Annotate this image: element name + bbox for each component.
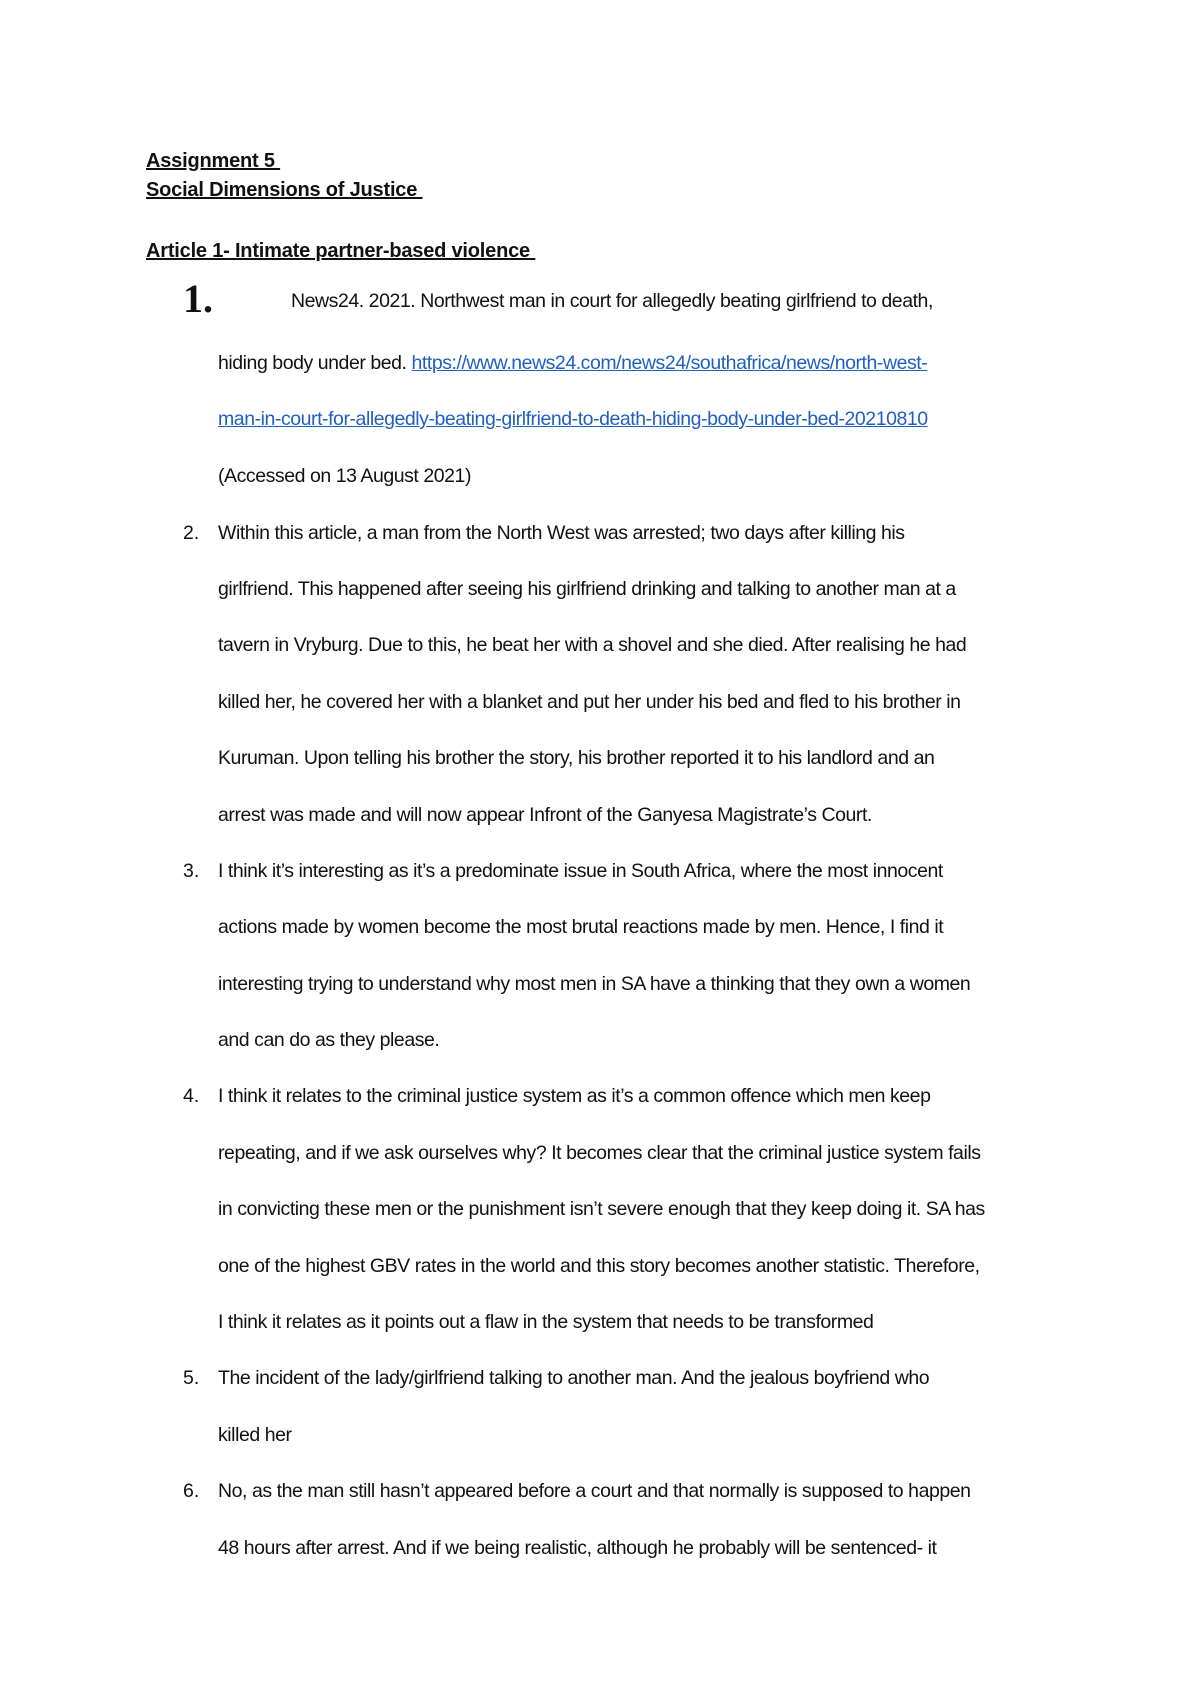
paragraph-line: interesting trying to understand why most men in SA have a thinking that they own a women <box>218 973 971 995</box>
paragraph-line: and can do as they please. <box>218 1029 440 1051</box>
citation-line-2 <box>218 352 927 375</box>
item-number-5: 5. <box>183 1367 200 1389</box>
paragraph-line: I think it relates to the criminal justice system as it’s a common offence which men keep <box>218 1085 931 1107</box>
paragraph-line: repeating, and if we ask ourselves why? It becomes clear that the criminal justice system fails <box>218 1142 981 1164</box>
paragraph-line: Kuruman. Upon telling his brother the story, his brother reported it to his landlord and an <box>218 747 935 769</box>
assignment-title: Assignment 5 <box>146 150 281 172</box>
paragraph-line: one of the highest GBV rates in the world and this story becomes another statistic. Therefore, <box>218 1255 980 1277</box>
paragraph-line: I think it relates as it points out a flaw in the system that needs to be transformed <box>218 1311 874 1333</box>
citation-line-3 <box>218 408 928 431</box>
paragraph-line: killed her, he covered her with a blanket and put her under his bed and fled to his brother in <box>218 691 961 713</box>
item-number-6: 6. <box>183 1480 200 1502</box>
article-link[interactable]: https://www.news24.com/news24/southafrica/news/north-west- <box>411 352 928 374</box>
citation-line: News24. 2021. Northwest man in court for allegedly beating girlfriend to death, <box>291 290 933 312</box>
paragraph-line: I think it’s interesting as it’s a predominate issue in South Africa, where the most innocent <box>218 860 943 882</box>
paragraph-line: tavern in Vryburg. Due to this, he beat her with a shovel and she died. After realising he had <box>218 634 967 656</box>
citation-text: hiding body under bed. <box>218 352 412 374</box>
paragraph-line: The incident of the lady/girlfriend talking to another man. And the jealous boyfriend who <box>218 1367 930 1389</box>
accessed-date: (Accessed on 13 August 2021) <box>218 465 471 487</box>
item-number-1: 1. <box>183 276 213 321</box>
item-number-3: 3. <box>183 860 200 882</box>
paragraph-line: arrest was made and will now appear Infront of the Ganyesa Magistrate’s Court. <box>218 804 872 826</box>
course-subtitle: Social Dimensions of Justice <box>146 179 423 201</box>
paragraph-line: in convicting these men or the punishment isn’t severe enough that they keep doing it. SA has <box>218 1198 985 1220</box>
item-number-4: 4. <box>183 1085 200 1107</box>
paragraph-line: Within this article, a man from the North West was arrested; two days after killing his <box>218 522 905 544</box>
paragraph-line: girlfriend. This happened after seeing his girlfriend drinking and talking to another man at a <box>218 578 956 600</box>
paragraph-line: actions made by women become the most brutal reactions made by men. Hence, I find it <box>218 916 944 938</box>
paragraph-line: No, as the man still hasn’t appeared before a court and that normally is supposed to happen <box>218 1480 971 1502</box>
article-heading: Article 1- Intimate partner-based violence <box>146 240 536 262</box>
item-number-2: 2. <box>183 522 200 544</box>
article-link-continued[interactable]: man-in-court-for-allegedly-beating-girlfriend-to-death-hiding-body-under-bed-20210810 <box>218 408 928 430</box>
paragraph-line: 48 hours after arrest. And if we being realistic, although he probably will be sentenced- it <box>218 1537 937 1559</box>
paragraph-line: killed her <box>218 1424 292 1446</box>
